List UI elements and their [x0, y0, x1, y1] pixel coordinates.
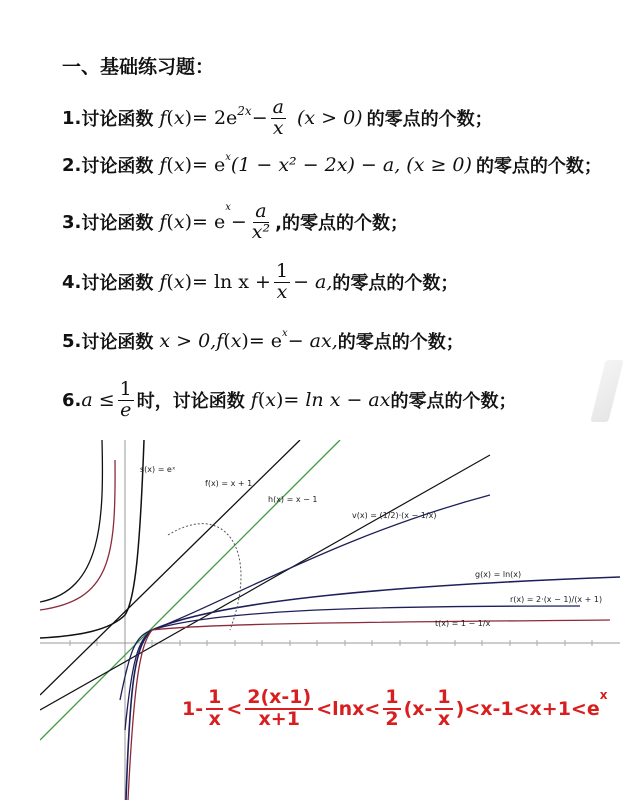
fraction-a-over-x2: $\frac{a}{\text{x²}}$ — [251, 200, 271, 243]
curve-tangent — [40, 455, 490, 710]
label-h: h(x) = x − 1 — [268, 495, 318, 504]
problem-4: 4. 讨论函数 f ( x ) = ln x + $\frac{1}{x}$ − a, 的零点的个数； — [62, 260, 459, 303]
label-t: t(x) = 1 − 1/x — [435, 619, 491, 628]
problem-1: 1. 讨论函数 f ( x ) = 2e $^{2x}$ − $\frac{a}{x}$ (x > 0) 的零点的个数； — [62, 96, 493, 139]
page-curl-decoration — [590, 360, 623, 422]
ineq-frac-1-over-x: $\frac{1}{x}$ — [208, 686, 222, 730]
label-g: g(x) = ln(x) — [475, 570, 522, 579]
fraction-1-over-e: $\frac{1}{e}$ — [119, 378, 132, 421]
ineq-frac-2x-1-over-x+1: $\frac{2(x-1)}{x+1}$ — [247, 686, 312, 730]
section-heading: 一、基础练习题： — [62, 56, 215, 78]
ineq-frac-1-over-2: $\frac{1}{2}$ — [385, 686, 399, 730]
ineq-frac-1-over-x-2: $\frac{1}{x}$ — [437, 686, 451, 730]
inequality-chain: 1- $\frac{1}{x}$ < $\frac{2(x-1)}{x+1}$ <lnx< $\frac{1}{2}$ (x- $\frac{1}{x}$ )<x-1<x+1<e $^x$ — [182, 686, 608, 730]
label-r: r(x) = 2·(x − 1)/(x + 1) — [510, 595, 603, 604]
fraction-1-over-x: $\frac{1}{x}$ — [275, 260, 289, 303]
problem-6: 6. a ≤ $\frac{1}{e}$ 时，讨论函数 f ( x ) = ln x − ax 的零点的个数； — [62, 378, 517, 421]
curve-left-maroon — [40, 460, 115, 610]
fraction-a-over-x: $\frac{a}{x}$ — [272, 96, 284, 139]
label-s: s(x) = eˣ — [140, 465, 176, 474]
curve-f — [40, 440, 300, 695]
label-f: f(x) = x + 1 — [205, 479, 253, 488]
function-graph — [40, 440, 620, 800]
label-v: v(x) = (1/2)·(x − 1/x) — [352, 511, 437, 520]
problem-3: 3. 讨论函数 f ( x ) = e $^x$ − $\frac{a}{\text{x²}}$ ,的零点的个数； — [62, 200, 408, 243]
curve-left-black — [40, 440, 102, 602]
problem-2: 2. 讨论函数 f ( x ) = e $^x$ (1 − x² − 2x) − a, (x ≥ 0) 的零点的个数； — [62, 152, 602, 177]
curve-s — [40, 440, 144, 638]
problem-5: 5. 讨论函数 x > 0, f ( x ) = e $^x$ − ax, 的零点的个数； — [62, 328, 464, 353]
